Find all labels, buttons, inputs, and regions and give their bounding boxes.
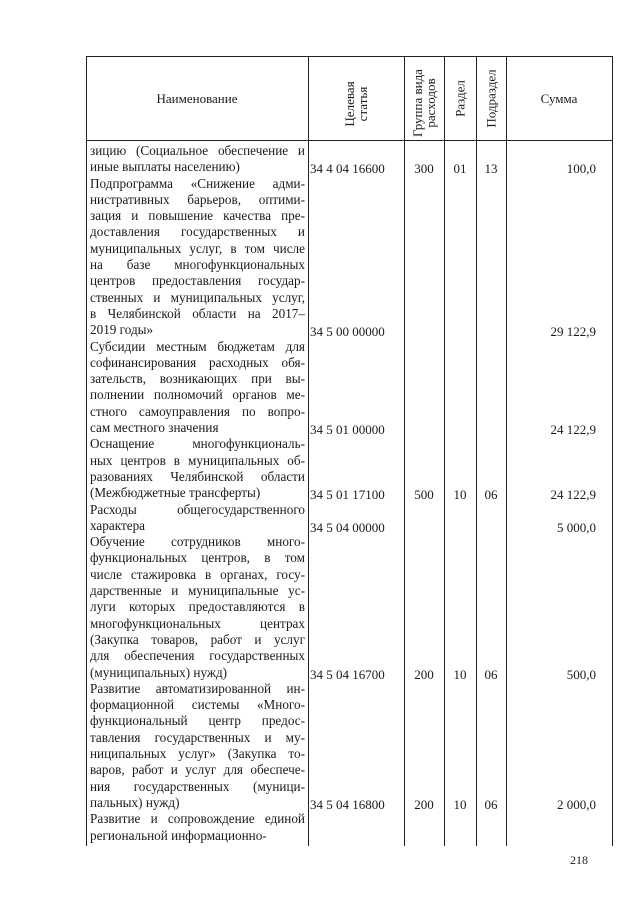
row-name-line: Обучение сотрудников много- bbox=[90, 534, 305, 550]
row-code: 34 5 04 16800 bbox=[310, 797, 385, 812]
row-name-line: софинансирования расходных обя- bbox=[90, 354, 305, 370]
row-sum: 24 122,9 bbox=[550, 487, 596, 503]
row-section: 10 bbox=[453, 797, 467, 812]
row-name-line: Развитие автоматизированной ин- bbox=[90, 680, 305, 696]
row-name-line: зация и повышение качества пре- bbox=[90, 208, 305, 224]
row-name-line: нистративных барьеров, оптими- bbox=[90, 191, 305, 207]
header-group: Группа вида расходов bbox=[410, 69, 438, 137]
header-name: Наименование bbox=[156, 91, 238, 106]
row-name bbox=[90, 436, 305, 501]
row-name-line: ния государственных (муници- bbox=[90, 778, 305, 794]
row-sum: 100,0 bbox=[566, 161, 596, 177]
header-code: Целевая статья bbox=[342, 81, 370, 127]
row-group: 500 bbox=[414, 487, 434, 503]
row-name-line: числе стажировка в органах, госу- bbox=[90, 566, 305, 582]
row-name-line: для обеспечения государственных bbox=[90, 648, 305, 664]
row-name bbox=[90, 534, 305, 681]
row-name-line: функциональных центров, в том bbox=[90, 550, 305, 566]
row-code: 34 5 04 16700 bbox=[310, 666, 385, 682]
row-subsection: 06 bbox=[484, 666, 498, 682]
row-code: 34 5 04 00000 bbox=[310, 519, 385, 535]
page-number: 218 bbox=[570, 853, 588, 867]
row-group: 200 bbox=[414, 666, 434, 682]
row-name-line: (Закупка товаров, работ и услуг bbox=[90, 631, 305, 647]
row-name-line: доставления государственных и bbox=[90, 224, 305, 240]
row-name-line: Подпрограмма «Снижение адми- bbox=[90, 175, 305, 191]
row-section: 10 bbox=[453, 487, 467, 503]
row-sum: 2 000,0 bbox=[557, 797, 596, 812]
row-section: 10 bbox=[453, 666, 467, 682]
row-name-line: на базе многофункциональных bbox=[90, 257, 305, 273]
row-name-line: дарственные и муниципальные ус- bbox=[90, 583, 305, 599]
row-subsection: 06 bbox=[484, 487, 498, 503]
table-top-border bbox=[86, 56, 613, 57]
row-name bbox=[90, 176, 305, 339]
table-right-border bbox=[612, 56, 613, 846]
row-name bbox=[90, 811, 305, 844]
row-code: 34 4 04 16600 bbox=[310, 161, 385, 177]
row-name-line: стного самоуправления по вопро- bbox=[90, 403, 305, 419]
row-name-line: зательств, возникающих при вы- bbox=[90, 371, 305, 387]
row-name-line: функциональный центр предос- bbox=[90, 713, 305, 729]
row-sum: 29 122,9 bbox=[550, 324, 596, 340]
row-name-line: ниципальных услуг» (Закупка то- bbox=[90, 746, 305, 762]
row-name-line: пальных) нужд) bbox=[90, 794, 180, 810]
row-name-line: многофункциональных центрах bbox=[90, 615, 305, 631]
row-group: 300 bbox=[414, 161, 434, 177]
row-name-line: 2019 годы» bbox=[90, 322, 154, 338]
row-name-line: зицию (Социальное обеспечение и bbox=[90, 143, 305, 158]
row-name bbox=[90, 681, 305, 811]
row-name-line: (муниципальных) нужд) bbox=[90, 664, 228, 680]
row-code: 34 5 00 00000 bbox=[310, 324, 385, 340]
row-name-line: формационной системы «Много- bbox=[90, 697, 305, 713]
row-sum: 5 000,0 bbox=[557, 519, 596, 535]
table-left-border bbox=[86, 56, 87, 846]
header-section: Раздел bbox=[452, 80, 468, 117]
row-name-line: Расходы общегосударственного bbox=[90, 501, 305, 517]
row-group: 200 bbox=[414, 797, 434, 812]
row-name-line: луги которых предоставляются в bbox=[90, 599, 305, 615]
row-code: 34 5 01 17100 bbox=[310, 487, 385, 503]
row-sum: 24 122,9 bbox=[550, 422, 596, 438]
row-name bbox=[90, 502, 305, 535]
row-sum: 500,0 bbox=[566, 666, 596, 682]
row-name-line: муниципальных услуг, в том числе bbox=[90, 240, 305, 256]
row-name-line: ственных и муниципальных услуг, bbox=[90, 289, 305, 305]
header-subsection: Подраздел bbox=[483, 69, 499, 128]
row-name-line: ных центров в муниципальных об- bbox=[90, 452, 305, 468]
row-name-line: иные выплаты населению) bbox=[90, 159, 240, 175]
row-name bbox=[90, 143, 305, 176]
row-name-line: в Челябинской области на 2017– bbox=[90, 305, 305, 321]
row-name-line: (Межбюджетные трансферты) bbox=[90, 485, 261, 501]
row-name-line: центров предоставления государ- bbox=[90, 273, 305, 289]
header-sum: Сумма bbox=[540, 91, 578, 106]
row-name-line: сам местного значения bbox=[90, 420, 219, 436]
col-divider-name bbox=[308, 56, 309, 846]
row-name-line: региональной информационно- bbox=[90, 827, 267, 843]
row-name-line: Развитие и сопровождение единой bbox=[90, 811, 305, 827]
row-name-line: варов, работ и услуг для обеспече- bbox=[90, 762, 305, 778]
row-subsection: 13 bbox=[484, 161, 498, 177]
row-subsection: 06 bbox=[484, 797, 498, 812]
row-code: 34 5 01 00000 bbox=[310, 422, 385, 438]
row-name-line: разованиях Челябинской области bbox=[90, 468, 305, 484]
row-name bbox=[90, 339, 305, 437]
row-name-line: тавления государственных и му- bbox=[90, 729, 305, 745]
row-name-line: полнении полномочий органов ме- bbox=[90, 387, 305, 403]
row-name-line: характера bbox=[90, 517, 146, 533]
row-name-line: Субсидии местным бюджетам для bbox=[90, 338, 305, 354]
row-name-line: Оснащение многофункциональ- bbox=[90, 436, 305, 452]
row-section: 01 bbox=[453, 161, 467, 177]
